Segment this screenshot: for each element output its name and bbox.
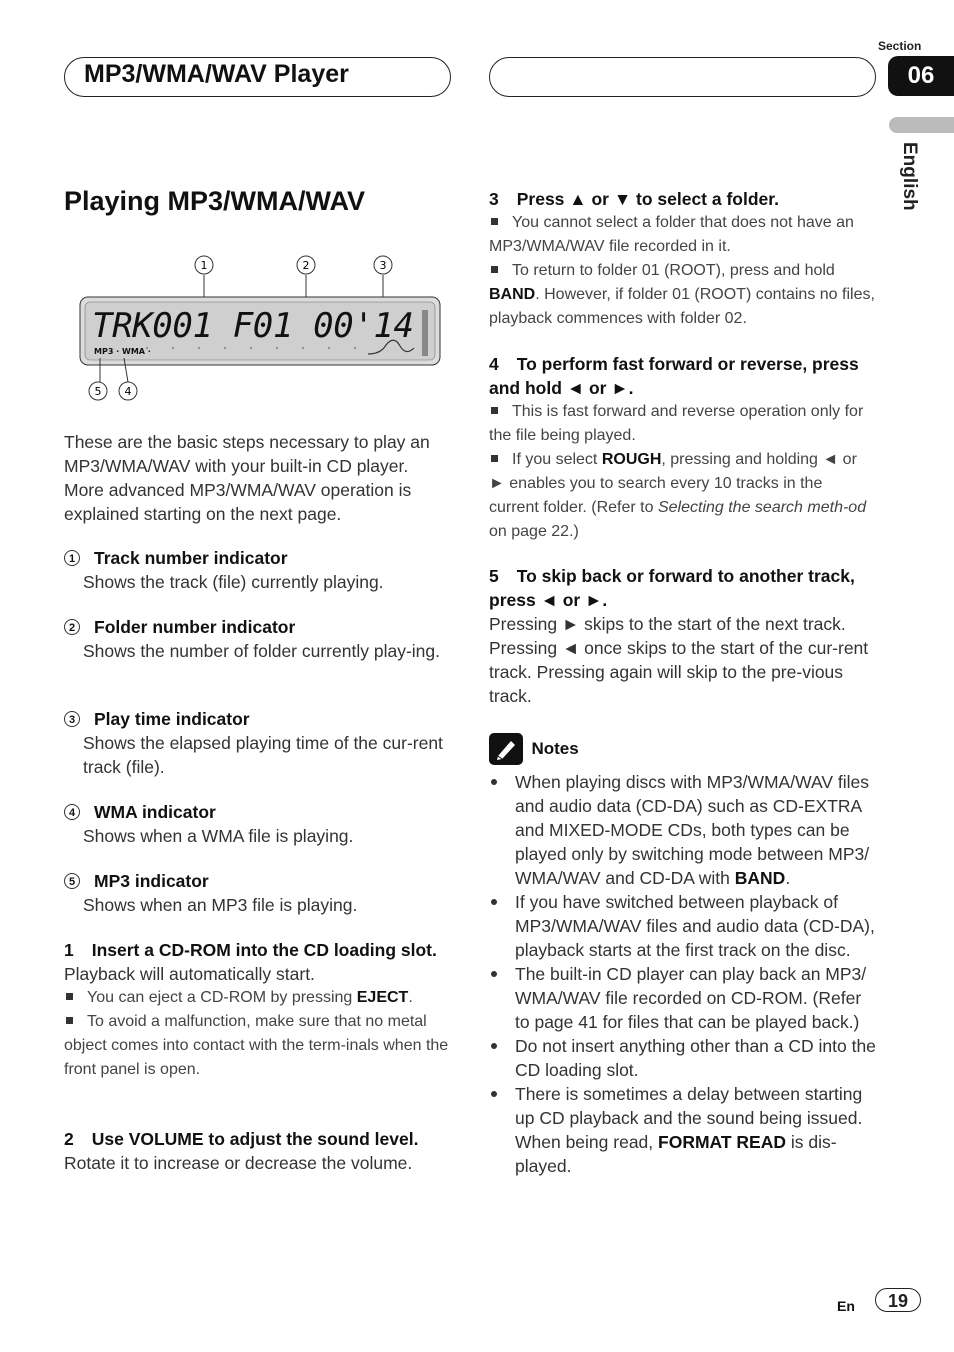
lcd-segment-text: TRK001 F01 00'14 [92, 306, 414, 346]
step-bullet: If you select ROUGH, pressing and holding ◄ or ► enables you to search every 10 tracks in the current folder. (Refer to Selecting the search meth-od on page 22.) [489, 451, 867, 540]
indicator-desc: Shows when an MP3 file is playing. [83, 895, 358, 915]
language-tab [889, 117, 954, 133]
notes-title: Notes [531, 739, 579, 758]
step-number: 4 [489, 354, 499, 374]
indicator-item-5 [64, 869, 444, 917]
step-1 [64, 938, 450, 1082]
step-text: Pressing ► skips to the start of the next track. Pressing ◄ once skips to the start of the cur-rent track. Pressing again will skip to the pre-vious track. [489, 614, 869, 706]
notes-header [489, 733, 579, 765]
indicator-desc: Shows when a WMA file is playing. [83, 826, 354, 846]
callout-4-num: 4 [124, 385, 132, 398]
lcd-mp3-wma-labels: MP3 · WMA · [94, 347, 151, 356]
page-number-text: 19 [887, 1291, 909, 1311]
indicator-item-4 [64, 800, 444, 848]
indicator-desc: Shows the number of folder currently play-ing. [83, 641, 440, 661]
indicator-desc: Shows the track (file) currently playing. [83, 572, 384, 592]
footer-lang-code: En [837, 1298, 855, 1314]
note-item: The built-in CD player can play back an MP3/ WMA/WAV file recorded on CD-ROM. (Refer to page 41 for files that can be played back.) [489, 962, 879, 1034]
note-item: When playing discs with MP3/WMA/WAV files and audio data (CD-DA) such as CD-EXTRA and MIXED-MODE CDs, both types can be played only by switching mode between MP3/ WMA/WAV and CD-DA with BAND. [489, 770, 879, 890]
notes-list [489, 770, 879, 1178]
page-number [875, 1288, 921, 1312]
step-title: Press ▲ or ▼ to select a folder. [516, 189, 779, 209]
step-5 [489, 564, 875, 708]
note-item: If you have switched between playback of MP3/WMA/WAV files and audio data (CD-DA), playback starts at the first track on the disc. [489, 890, 879, 962]
step-number: 3 [489, 189, 499, 209]
callout-3-num: 3 [379, 259, 387, 272]
indicator-title: WMA indicator [94, 802, 216, 822]
callout-5-num: 5 [94, 385, 102, 398]
indicator-item-3 [64, 707, 444, 779]
note-item: There is sometimes a delay between starting up CD playback and the sound being issued. When being read, FORMAT READ is dis-played. [489, 1082, 879, 1178]
section-label: Section [878, 39, 922, 53]
step-number: 5 [489, 566, 499, 586]
step-number: 2 [64, 1129, 74, 1149]
notes-pencil-icon [489, 733, 523, 765]
step-bullet: To return to folder 01 (ROOT), press and hold BAND. However, if folder 01 (ROOT) contains no files, playback commences with folder 02. [489, 262, 875, 327]
callout-1-num: 1 [200, 259, 208, 272]
language-label: English [899, 142, 920, 211]
display-illustration [76, 250, 446, 410]
page-title: Playing MP3/WMA/WAV [64, 186, 366, 216]
step-title: Use VOLUME to adjust the sound level. [91, 1129, 419, 1149]
step-bullet: You can eject a CD-ROM by pressing EJECT. [64, 986, 450, 1010]
step-bullet: This is fast forward and reverse operation only for the file being played. [489, 403, 864, 444]
step-4 [489, 352, 875, 544]
indicator-title: Folder number indicator [94, 617, 296, 637]
step-title: To skip back or forward to another track, press ◄ or ►. [489, 566, 855, 610]
indicator-title: Track number indicator [94, 548, 288, 568]
step-number: 1 [64, 940, 74, 960]
step-3 [489, 187, 875, 331]
note-item: Do not insert anything other than a CD into the CD loading slot. [489, 1034, 879, 1082]
indicator-num: 4 [64, 804, 80, 820]
intro-paragraph: These are the basic steps necessary to play an MP3/WMA/WAV with your built-in CD player. More advanced MP3/WMA/WAV operation is explained starting on the next page. [64, 432, 430, 524]
indicator-title: MP3 indicator [94, 871, 209, 891]
step-2 [64, 1127, 450, 1175]
indicator-num: 1 [64, 550, 80, 566]
step-title: Insert a CD-ROM into the CD loading slot. [91, 940, 437, 960]
indicator-item-2 [64, 615, 444, 663]
header-title: MP3/WMA/WAV Player [84, 60, 349, 88]
indicator-num: 3 [64, 711, 80, 727]
step-bullet: You cannot select a folder that does not have an MP3/WMA/WAV file recorded in it. [489, 214, 854, 255]
indicator-title: Play time indicator [94, 709, 250, 729]
callout-2-num: 2 [302, 259, 310, 272]
indicator-desc: Shows the elapsed playing time of the cur-rent track (file). [83, 733, 443, 777]
indicator-num: 2 [64, 619, 80, 635]
section-number: 06 [888, 56, 954, 96]
step-bullet: To avoid a malfunction, make sure that no metal object comes into contact with the term-inals when the front panel is open. [64, 1013, 449, 1078]
step-text: Playback will automatically start. [64, 964, 315, 984]
indicator-item-1 [64, 546, 444, 594]
indicator-num: 5 [64, 873, 80, 889]
header-blank-frame [489, 57, 876, 97]
step-text: Rotate it to increase or decrease the volume. [64, 1153, 413, 1173]
step-title: To perform fast forward or reverse, press and hold ◄ or ►. [489, 354, 859, 398]
